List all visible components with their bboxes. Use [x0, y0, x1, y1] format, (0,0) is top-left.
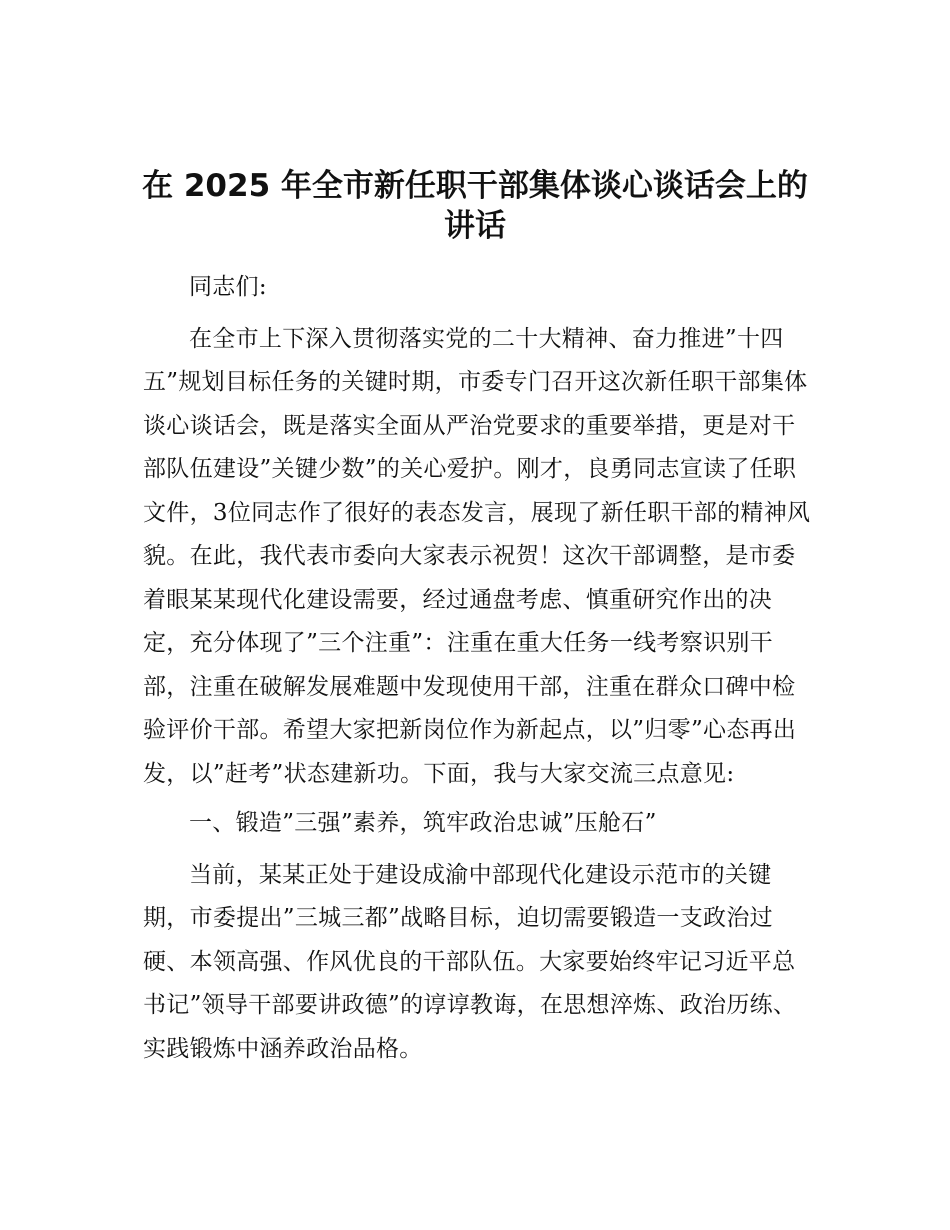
section-paragraph: 当前，某某正处于建设成渝中部现代化建设示范市的关键期，市委提出”三城三都”战略目标，迫切需要锻造一支政治过硬、本领高强、作风优良的干部队伍。大家要始终牢记习近平总书记”领导干部要讲政德”的谆谆教诲，在思想淬炼、政治历练、实践锻炼中涵养政治品格。 — [143, 861, 797, 1062]
document-title: 在 2025 年全市新任职干部集体谈心谈话会上的讲话 — [142, 168, 808, 244]
section-heading: 一、锻造”三强”素养，筑牢政治忠诚”压舱石” — [189, 810, 657, 836]
intro-paragraph: 在全市上下深入贯彻落实党的二十大精神、奋力推进”十四五”规划目标任务的关键时期，市委专门召开这次新任职干部集体谈心谈话会，既是落实全面从严治党要求的重要举措，更是对干部队伍建设”关键少数”的关心爱护。刚才，良勇同志宣读了任职文件，3位同志作了很好的表态发言，展现了新任职干部的精神风貌。在此，我代表市委向大家表示祝贺！这次干部调整，是市委着眼某某现代化建设需要，经过通盘考虑、慎重研究作出的决定，充分体现了”三个注重”：注重在重大任务一线考察识别干部，注重在破解发展难题中发现使用干部，注重在群众口碑中检验评价干部。希望大家把新岗位作为新起点，以”归零”心态再出发，以”赶考”状态建新功。下面，我与大家交流三点意见: — [143, 325, 811, 787]
document-body — [143, 266, 813, 1071]
salutation: 同志们: — [189, 274, 267, 300]
